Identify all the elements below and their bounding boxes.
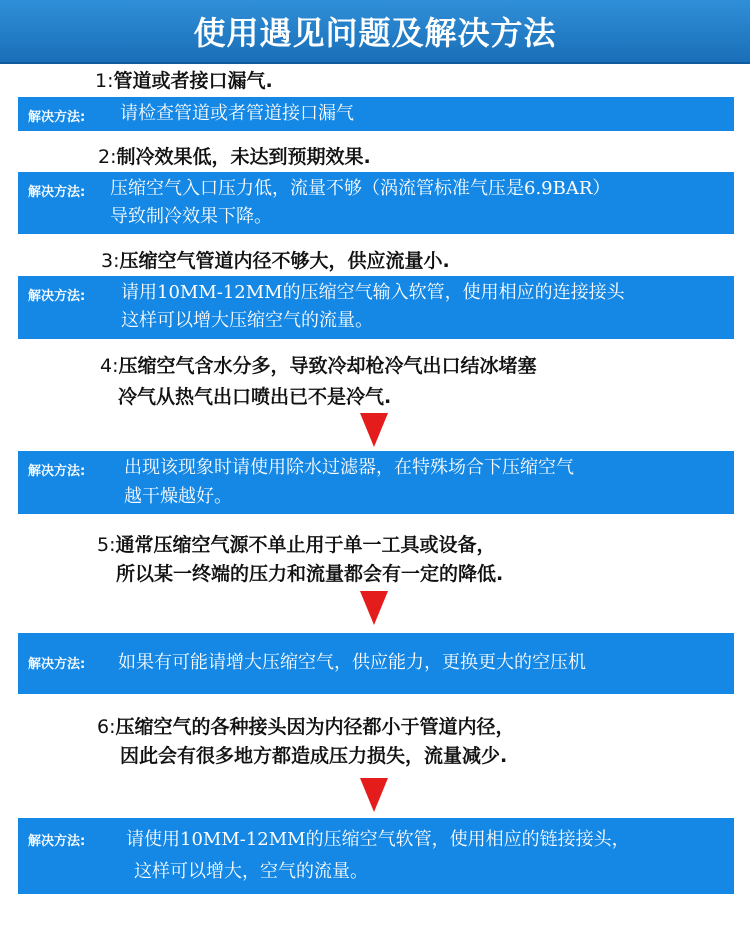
problem-6 xyxy=(97,713,515,741)
problem-number: 3: xyxy=(101,250,120,272)
solution-label: 解决方法: xyxy=(28,657,86,672)
solution-label: 解决方法: xyxy=(28,110,86,125)
problem-3 xyxy=(101,247,450,275)
problem-5-line-2 xyxy=(116,560,503,588)
problem-text: 冷气从热气出口喷出已不是冷气. xyxy=(118,386,392,408)
solution-label: 解决方法: xyxy=(28,834,86,849)
problem-text: 管道或者接口漏气. xyxy=(113,70,273,92)
solution-text: 压缩空气入口压力低，流量不够（涡流管标准气压是6.9BAR） xyxy=(110,178,611,199)
down-arrow-icon xyxy=(360,591,388,625)
problem-text: 压缩空气管道内径不够大，供应流量小. xyxy=(119,250,450,272)
solution-text: 导致制冷效果下降。 xyxy=(110,206,272,227)
solution-text: 这样可以增大压缩空气的流量。 xyxy=(121,310,373,331)
solution-box-6 xyxy=(18,818,734,894)
problem-number: 6: xyxy=(97,716,116,738)
down-arrow-icon xyxy=(360,778,388,812)
problem-number: 2: xyxy=(98,146,117,168)
solution-box-1 xyxy=(18,97,734,131)
solution-text: 请用10MM-12MM的压缩空气输入软管，使用相应的连接接头 xyxy=(121,282,625,303)
problem-text: 压缩空气的各种接头因为内径都小于管道内径， xyxy=(115,716,515,738)
problem-6-line-2 xyxy=(120,742,507,770)
solution-text: 请检查管道或者管道接口漏气 xyxy=(120,103,354,124)
solution-label: 解决方法: xyxy=(28,185,86,200)
solution-box-5 xyxy=(18,633,734,694)
problem-5 xyxy=(97,531,496,559)
problem-text: 所以某一终端的压力和流量都会有一定的降低. xyxy=(116,563,504,585)
solution-box-2 xyxy=(18,172,734,234)
problem-4-line-2 xyxy=(118,383,391,411)
problem-number: 5: xyxy=(97,534,116,556)
solution-text: 请使用10MM-12MM的压缩空气软管，使用相应的链接接头， xyxy=(126,829,630,850)
solution-text: 出现该现象时请使用除水过滤器，在特殊场合下压缩空气 xyxy=(124,457,574,478)
header-banner xyxy=(0,0,750,64)
solution-box-4 xyxy=(18,451,734,514)
solution-box-3 xyxy=(18,276,734,339)
problem-2 xyxy=(98,143,371,171)
problem-number: 1: xyxy=(95,70,114,92)
problem-text: 因此会有很多地方都造成压力损失，流量减少. xyxy=(120,745,508,767)
page-title: 使用遇见问题及解决方法 xyxy=(193,14,557,52)
problem-text: 制冷效果低，未达到预期效果. xyxy=(116,146,371,168)
solution-label: 解决方法: xyxy=(28,464,86,479)
problem-1 xyxy=(95,67,273,95)
problem-text: 压缩空气含水分多，导致冷却枪冷气出口结冰堵塞 xyxy=(118,355,537,377)
down-arrow-icon xyxy=(360,413,388,447)
problem-number: 4: xyxy=(100,355,119,377)
solution-text: 越干燥越好。 xyxy=(124,486,232,507)
solution-text: 这样可以增大，空气的流量。 xyxy=(134,861,368,882)
problem-text: 通常压缩空气源不单止用于单一工具或设备， xyxy=(115,534,496,556)
problem-4 xyxy=(100,352,537,380)
solution-text: 如果有可能请增大压缩空气，供应能力，更换更大的空压机 xyxy=(118,652,586,673)
solution-label: 解决方法: xyxy=(28,289,86,304)
